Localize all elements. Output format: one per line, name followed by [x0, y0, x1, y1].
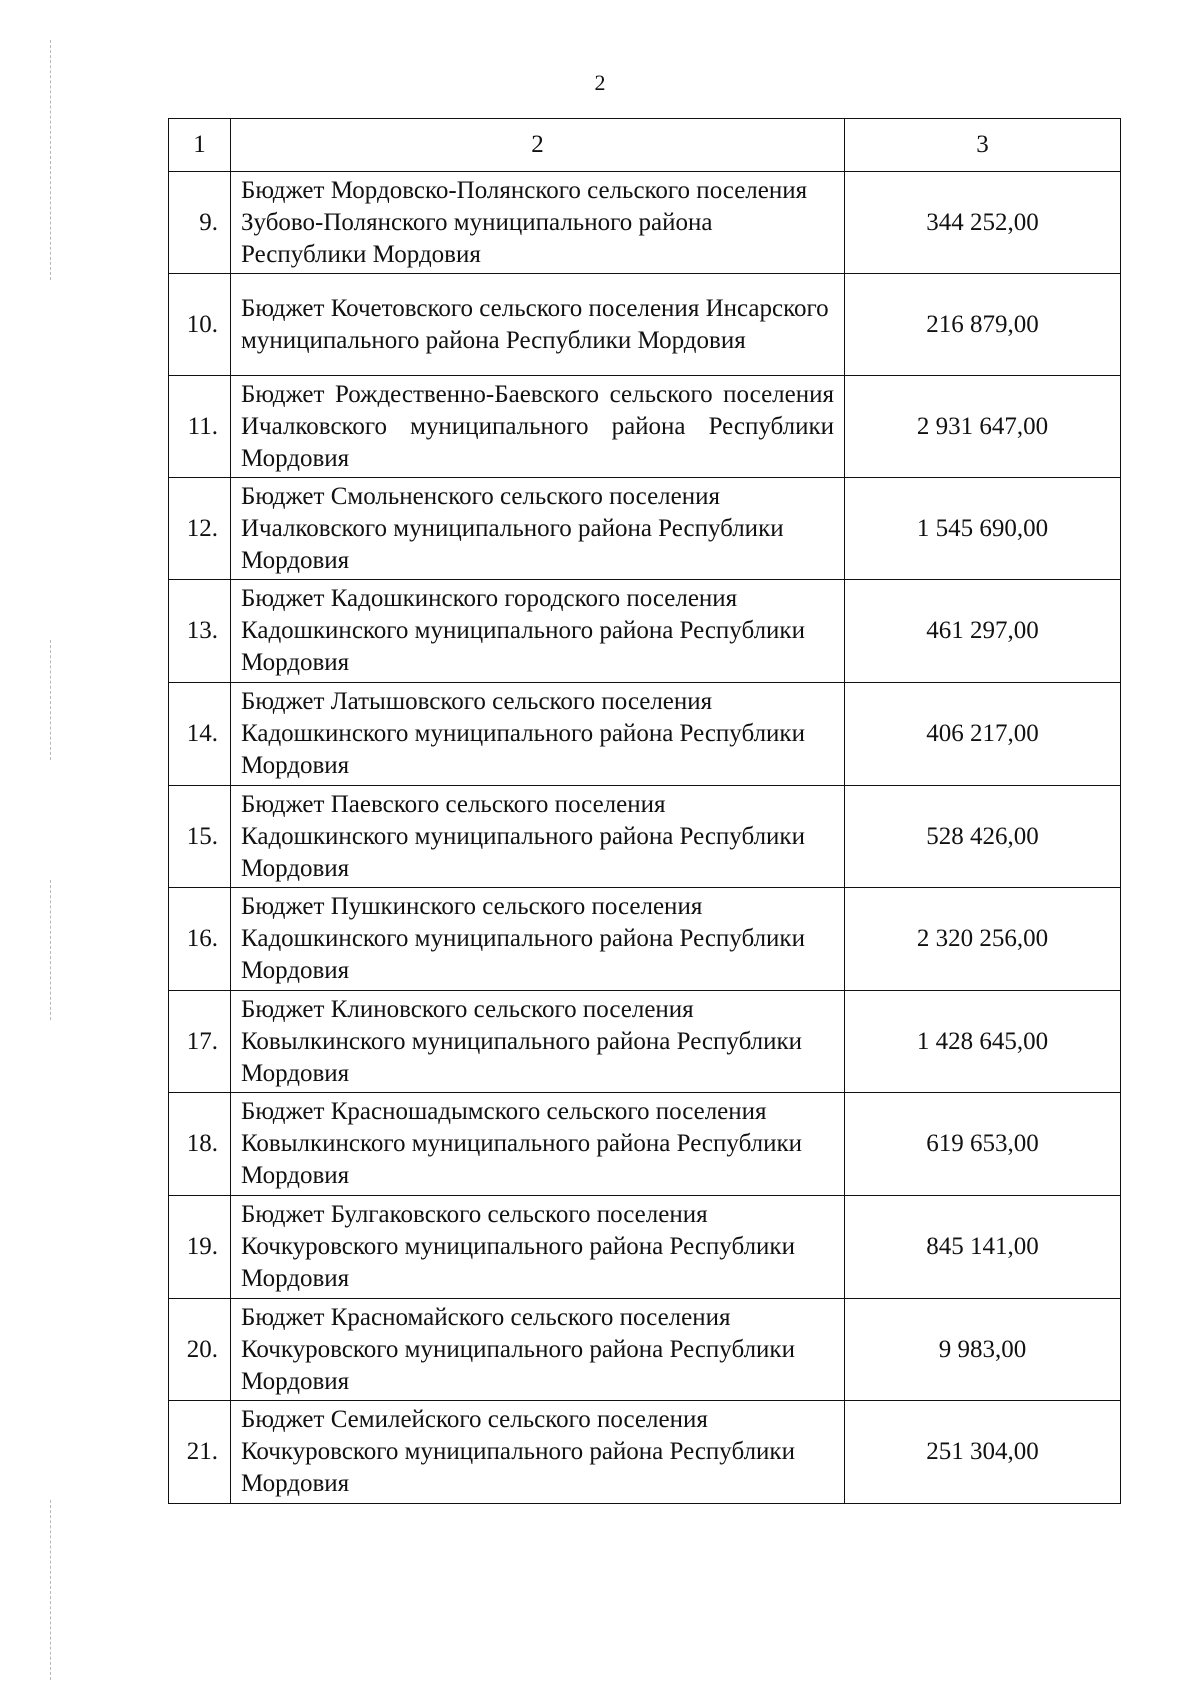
table-row: [169, 1196, 1121, 1299]
amount-cell: 528 426,00: [845, 786, 1121, 888]
table-row: [169, 1299, 1121, 1401]
table-row: [169, 274, 1121, 376]
budget-name-cell: [231, 1299, 845, 1401]
amount-cell: 216 879,00: [845, 274, 1121, 376]
table-header-row: [169, 119, 1121, 172]
budget-table: [168, 118, 1121, 1504]
budget-name-cell: [231, 888, 845, 991]
amount-cell: 1 545 690,00: [845, 478, 1121, 580]
scan-edge-mark: [50, 1500, 52, 1680]
row-number-cell: 17.: [169, 991, 231, 1093]
budget-name-text: Бюджет Пушкинского сельского поселения Кадошкинского муниципального района Республики Мордовия: [241, 893, 805, 984]
amount-cell: 2 320 256,00: [845, 888, 1121, 991]
scan-edge-mark: [50, 640, 52, 760]
budget-name-text: Бюджет Мордовско-Полянского сельского поселения Зубово-Полянского муниципального района Республики Мордовия: [241, 176, 808, 268]
budget-name-cell: [231, 1093, 845, 1196]
budget-name-cell: [231, 1196, 845, 1299]
budget-name-text: Бюджет Красномайского сельского поселения Кочкуровского муниципального района Республики Мордовия: [241, 1303, 795, 1395]
row-number-cell: 9.: [169, 172, 231, 274]
table-row: [169, 1093, 1121, 1196]
budget-name-cell: [231, 786, 845, 888]
amount-cell: 251 304,00: [845, 1401, 1121, 1504]
budget-name-cell: [231, 376, 845, 478]
budget-name-text: Бюджет Латышовского сельского поселения Кадошкинского муниципального района Республики Мордовия: [241, 688, 805, 779]
table-row: [169, 786, 1121, 888]
table-row: [169, 888, 1121, 991]
amount-cell: 845 141,00: [845, 1196, 1121, 1299]
budget-name-cell: [231, 683, 845, 786]
table-row: [169, 580, 1121, 683]
row-number-cell: 15.: [169, 786, 231, 888]
amount-cell: 1 428 645,00: [845, 991, 1121, 1093]
table-row: [169, 991, 1121, 1093]
budget-name-cell: [231, 274, 845, 376]
table-row: [169, 683, 1121, 786]
amount-cell: 406 217,00: [845, 683, 1121, 786]
budget-name-cell: [231, 1401, 845, 1504]
row-number-cell: 19.: [169, 1196, 231, 1299]
budget-name-text: Бюджет Кочетовского сельского поселения Инсарского муниципального района Республики Мордовия: [241, 294, 829, 354]
table-row: [169, 478, 1121, 580]
budget-name-cell: [231, 991, 845, 1093]
table-row: [169, 376, 1121, 478]
amount-cell: 2 931 647,00: [845, 376, 1121, 478]
budget-name-text: Бюджет Смольненского сельского поселения Ичалковского муниципального района Республики Мордовия: [241, 482, 784, 574]
budget-name-cell: [231, 580, 845, 683]
budget-name-text: Бюджет Рождественно-Баевского сельского поселения Ичалковского муниципального района Республики Мордовия: [241, 380, 834, 472]
table-row: [169, 1401, 1121, 1504]
budget-name-text: Бюджет Булгаковского сельского поселения Кочкуровского муниципального района Республики Мордовия: [241, 1201, 795, 1292]
amount-cell: 461 297,00: [845, 580, 1121, 683]
amount-cell: 9 983,00: [845, 1299, 1121, 1401]
header-cell-col1: 1: [169, 119, 231, 172]
budget-name-cell: [231, 478, 845, 580]
row-number-cell: 18.: [169, 1093, 231, 1196]
budget-name-text: Бюджет Паевского сельского поселения Кадошкинского муниципального района Республики Мордовия: [241, 790, 805, 882]
amount-cell: 344 252,00: [845, 172, 1121, 274]
row-number-cell: 13.: [169, 580, 231, 683]
row-number-cell: 20.: [169, 1299, 231, 1401]
budget-name-cell: [231, 172, 845, 274]
table-row: [169, 172, 1121, 274]
row-number-cell: 16.: [169, 888, 231, 991]
scan-edge-mark: [50, 880, 52, 1020]
budget-name-text: Бюджет Клиновского сельского поселения Ковылкинского муниципального района Республики Мордовия: [241, 995, 803, 1087]
row-number-cell: 21.: [169, 1401, 231, 1504]
header-cell-col2: 2: [231, 119, 845, 172]
amount-cell: 619 653,00: [845, 1093, 1121, 1196]
budget-name-text: Бюджет Красношадымского сельского поселения Ковылкинского муниципального района Республики Мордовия: [241, 1098, 803, 1189]
budget-name-text: Бюджет Семилейского сельского поселения Кочкуровского муниципального района Республики Мордовия: [241, 1406, 795, 1497]
budget-name-text: Бюджет Кадошкинского городского поселения Кадошкинского муниципального района Республики Мордовия: [241, 585, 805, 676]
page-number: 2: [594, 70, 606, 95]
header-cell-col3: 3: [845, 119, 1121, 172]
row-number-cell: 14.: [169, 683, 231, 786]
row-number-cell: 11.: [169, 376, 231, 478]
row-number-cell: 10.: [169, 274, 231, 376]
row-number-cell: 12.: [169, 478, 231, 580]
